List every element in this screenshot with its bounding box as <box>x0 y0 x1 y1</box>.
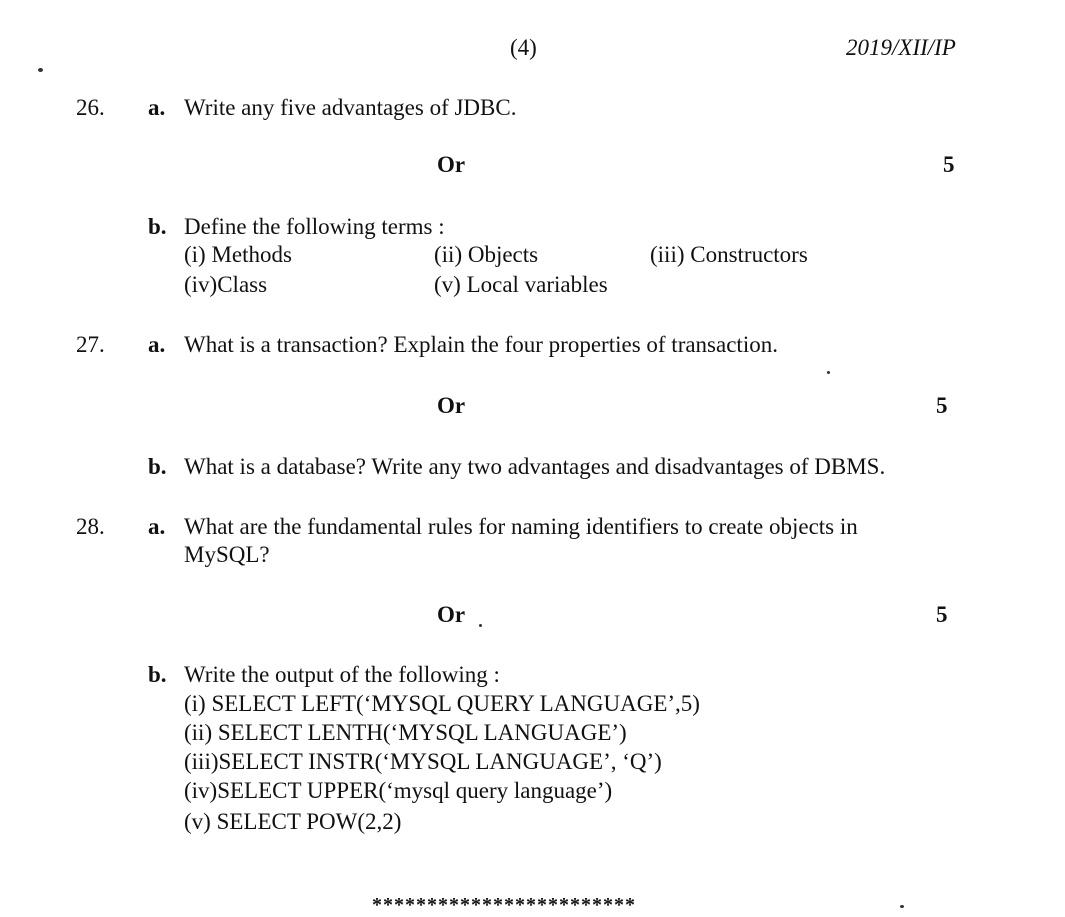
question-text: What is a transaction? Explain the four properties of transaction. <box>184 332 778 357</box>
part-label: a. <box>148 95 166 120</box>
scan-speck <box>900 905 904 908</box>
marks: 5 <box>936 393 948 418</box>
part-label: b. <box>148 662 167 687</box>
term-item: (i) Methods <box>184 242 292 267</box>
or-separator: Or <box>437 602 466 627</box>
part-label: b. <box>148 454 167 479</box>
question-text: Write any five advantages of JDBC. <box>184 95 517 120</box>
marks: 5 <box>943 152 955 177</box>
page-number: (4) <box>510 35 537 60</box>
sql-query: (iii)SELECT INSTR(‘MYSQL LANGUAGE’, ‘Q’) <box>184 749 662 774</box>
term-item: (ii) Objects <box>434 242 539 267</box>
part-label: a. <box>148 514 166 539</box>
scan-speck <box>479 624 482 627</box>
part-label: a. <box>148 332 166 357</box>
paper-code: 2019/XII/IP <box>846 35 956 60</box>
question-text: Write the output of the following : <box>184 662 500 687</box>
question-text: What is a database? Write any two advantages and disadvantages of DBMS. <box>184 454 886 479</box>
question-number: 26. <box>76 95 105 120</box>
end-marker: ************************ <box>372 894 636 916</box>
sql-query: (ii) SELECT LENTH(‘MYSQL LANGUAGE’) <box>184 720 627 745</box>
or-separator: Or <box>437 152 466 177</box>
term-item: (iv)Class <box>184 272 268 297</box>
question-text: MySQL? <box>184 542 270 567</box>
sql-query: (i) SELECT LEFT(‘MYSQL QUERY LANGUAGE’,5) <box>184 691 700 716</box>
question-text: What are the fundamental rules for naming identifiers to create objects in <box>184 514 858 539</box>
marks: 5 <box>936 602 948 627</box>
term-item: (v) Local variables <box>434 272 608 297</box>
sql-query: (v) SELECT POW(2,2) <box>184 809 402 834</box>
term-item: (iii) Constructors <box>650 242 808 267</box>
question-number: 27. <box>76 332 105 357</box>
scan-speck <box>827 371 830 374</box>
question-text: Define the following terms : <box>184 214 445 239</box>
scan-speck <box>38 68 43 72</box>
part-label: b. <box>148 214 167 239</box>
sql-query: (iv)SELECT UPPER(‘mysql query language’) <box>184 778 613 803</box>
question-number: 28. <box>76 514 105 539</box>
or-separator: Or <box>437 393 466 418</box>
